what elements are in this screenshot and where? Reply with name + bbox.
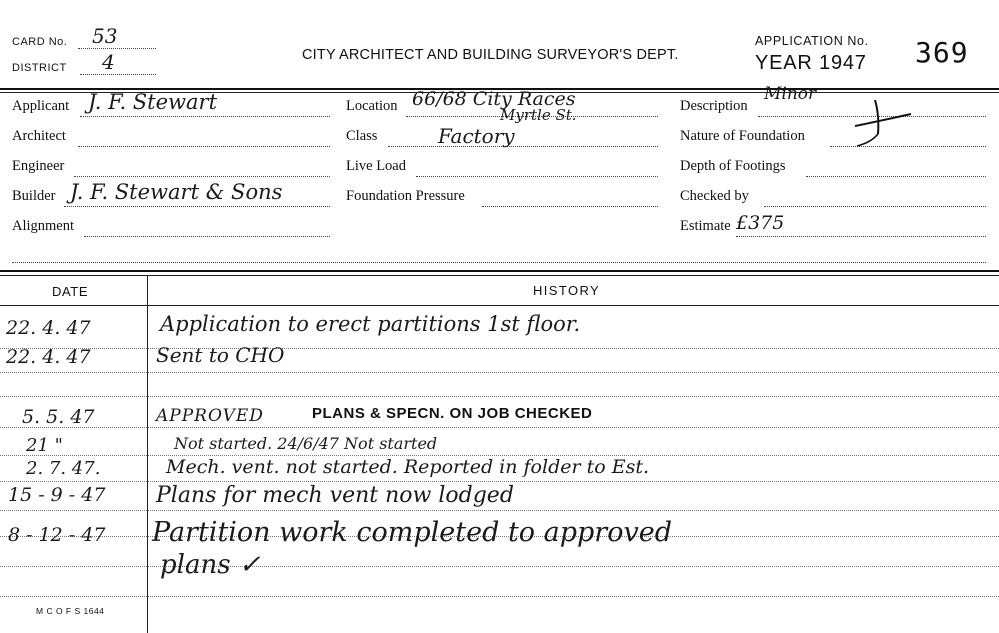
description-value: Minor: [764, 84, 817, 104]
history-date: 5. 5. 47: [22, 406, 95, 428]
estimate-value: £375: [736, 212, 785, 234]
history-text: plans ✓: [160, 550, 261, 580]
district-label: DISTRICT: [12, 62, 67, 74]
history-date: 15 - 9 - 47: [8, 484, 106, 506]
history-text: Sent to CHO: [156, 343, 285, 367]
live-load-label: Live Load: [346, 158, 406, 174]
form-code: M C O F S 1644: [36, 606, 105, 616]
history-column-header: HISTORY: [533, 283, 601, 298]
applicant-label: Applicant: [12, 98, 70, 114]
history-text: Mech. vent. not started. Reported in folder to Est.: [166, 456, 650, 478]
year-label: YEAR 1947: [755, 52, 867, 74]
history-date: 8 - 12 - 47: [8, 524, 106, 546]
location-value-line2: Myrtle St.: [500, 106, 577, 124]
architect-label: Architect: [12, 128, 66, 144]
nature-of-foundation-label: Nature of Foundation: [680, 128, 805, 144]
approval-stamp: PLANS & SPECN. ON JOB CHECKED: [312, 405, 593, 422]
district-value: 4: [102, 50, 115, 74]
history-date: 22. 4. 47: [6, 317, 91, 339]
description-label: Description: [680, 98, 748, 114]
card-no-value: 53: [92, 24, 118, 48]
history-date: 22. 4. 47: [6, 346, 91, 368]
check-mark-icon: [845, 96, 915, 148]
date-column-header: DATE: [52, 284, 89, 299]
history-text: APPROVED: [156, 406, 264, 426]
depth-of-footings-label: Depth of Footings: [680, 158, 786, 174]
class-label: Class: [346, 128, 378, 144]
foundation-pressure-label: Foundation Pressure: [346, 188, 465, 204]
builder-label: Builder: [12, 188, 56, 204]
application-no-label: APPLICATION No.: [755, 34, 869, 48]
applicant-value: J. F. Stewart: [88, 90, 218, 114]
history-text: Plans for mech vent now lodged: [156, 483, 514, 508]
history-text: Not started. 24/6/47 Not started: [174, 434, 438, 453]
class-value: Factory: [438, 124, 515, 148]
history-date: 21 ": [26, 435, 63, 456]
history-date: 2. 7. 47.: [26, 458, 101, 479]
builder-value: J. F. Stewart & Sons: [70, 180, 283, 204]
engineer-label: Engineer: [12, 158, 65, 174]
card-no-label: CARD No.: [12, 36, 68, 48]
location-value: 66/68 City Races: [412, 88, 576, 110]
application-no-value: 369: [915, 36, 969, 69]
estimate-label: Estimate: [680, 218, 731, 234]
department-title: CITY ARCHITECT AND BUILDING SURVEYOR'S DEPT.: [302, 47, 679, 63]
location-label: Location: [346, 98, 398, 114]
alignment-label: Alignment: [12, 218, 75, 234]
history-text: Partition work completed to approved: [152, 517, 672, 548]
history-text: Application to erect partitions 1st floor.: [160, 312, 581, 336]
checked-by-label: Checked by: [680, 188, 749, 204]
